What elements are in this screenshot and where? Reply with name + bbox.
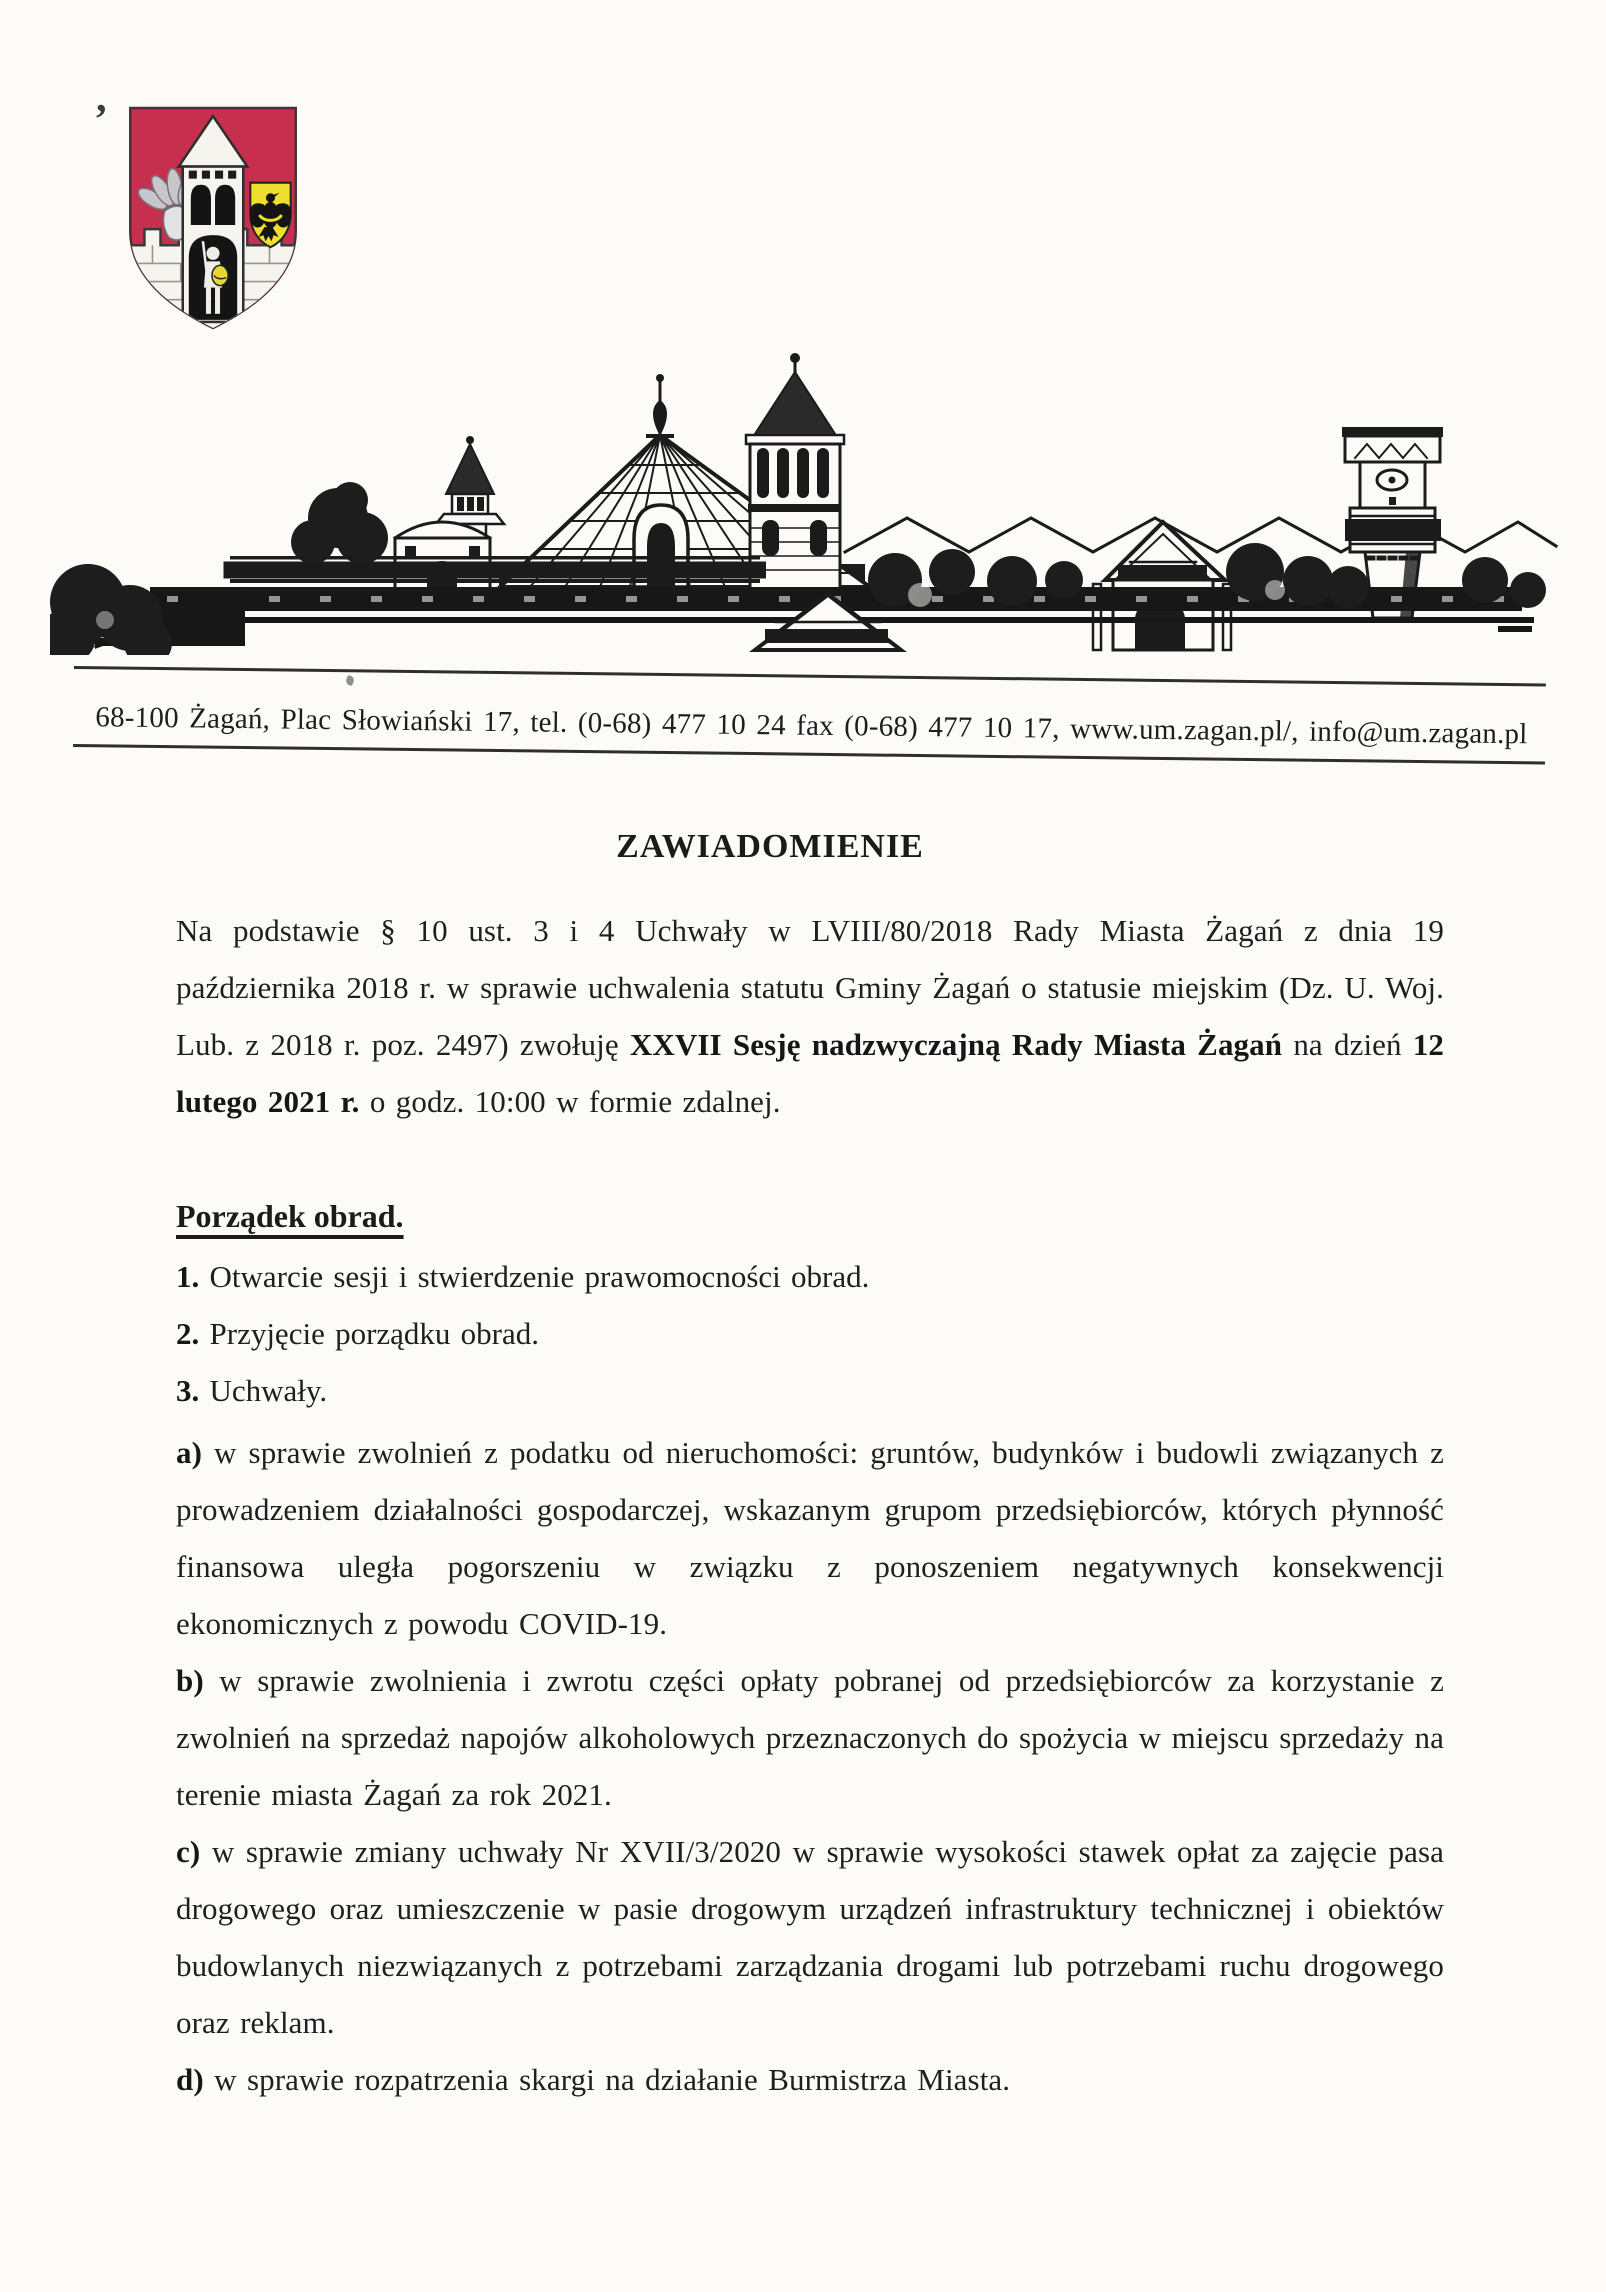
agenda-heading: Porządek obrad. [176,1198,404,1234]
intro-text-post: o godz. 10:00 w formie zdalnej. [359,1084,781,1119]
resolution-a: a) w sprawie zwolnień z podatku od nieruchomości: gruntów, budynków i budowli związanych z prowadzeniem działalności gospodarczej, wskazanym grupom przedsiębiorców, których płynność finansowa uległa pogorszeniu w związku z ponoszeniem negatywnych konsekwencji ekonomicznych z powodu COVID-19. [176,1435,1444,1641]
intro-text-pre: Na podstawie § 10 ust. 3 i 4 Uchwały w LVIII/80/2018 Rady Miasta Żagań z dnia 19 października 2018 r. w sprawie uchwalenia statutu Gminy Żagań o statusie miejskim (Dz. U. Woj. Lub. z 2018 r. poz. 2497) zwołuję [176,913,1444,1062]
agenda-numbered-list [176,1248,1444,1419]
tree [291,482,388,564]
session-date-bold: 12 lutego 2021 r. [176,1027,1445,1119]
document-title: ZAWIADOMIENIE [616,828,924,865]
intro-paragraph [176,902,1444,1130]
resolution-b: b) w sprawie zwolnienia i zwrotu części opłaty pobranej od przedsiębiorców za korzystanie z zwolnień na sprzedaż napojów alkoholowych przeznaczonych do spożycia w miejscu sprzedaży na terenie miasta Żagań za rok 2021. [176,1663,1444,1812]
letterhead-band [73,666,1546,764]
agenda-item-1: 1. Otwarcie sesji i stwierdzenie prawomocności obrad. [176,1259,870,1294]
zagan-city-skyline-icon [50,250,1560,655]
session-name-bold: XXVII Sesję nadzwyczajną Rady Miasta Żagań [629,1027,1283,1062]
agenda-item-3: 3. Uchwały. [176,1373,328,1408]
address-line: 68-100 Żagań, Plac Słowiański 17, tel. (0-68) 477 10 24 fax (0-68) 477 10 17, www.um.zagan.pl/, info@um.zagan.pl [95,701,1528,751]
resolution-c: c) w sprawie zmiany uchwały Nr XVII/3/2020 w sprawie wysokości stawek opłat za zajęcie pasa drogowego oraz umieszczenie w pasie drogowym urządzeń infrastruktury technicznej i obiektów budowlanych niezwiązanych z potrzebami zarządzania drogami lub potrzebami ruchu drogowego oraz reklam. [176,1834,1444,2040]
stray-scan-mark: ’ [94,97,108,143]
intro-text-mid: na dzień [1282,1027,1413,1062]
agenda-item-2: 2. Przyjęcie porządku obrad. [176,1316,540,1351]
resolution-d: d) w sprawie rozpatrzenia skargi na działanie Burmistrza Miasta. [176,2062,1011,2097]
clock-tower [746,353,844,590]
